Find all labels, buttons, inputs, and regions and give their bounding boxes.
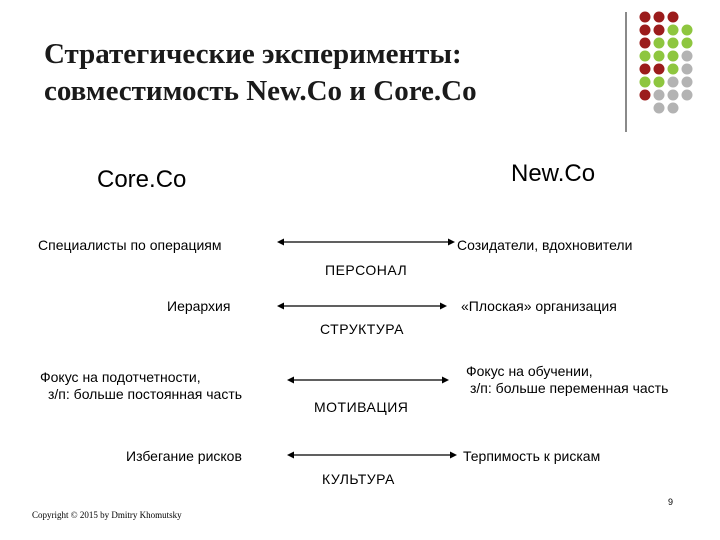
dot — [654, 12, 665, 23]
dot — [640, 25, 651, 36]
column-heading-coreco: Core.Co — [97, 166, 187, 193]
column-heading-newco: New.Co — [511, 160, 596, 187]
row-personnel-left: Специалисты по операциям — [38, 237, 222, 253]
dot — [640, 51, 651, 62]
double-arrow-motivation — [287, 375, 449, 385]
dot — [654, 38, 665, 49]
dot — [682, 64, 693, 75]
copyright-footer: Copyright © 2015 by Dmitry Khomutsky — [32, 510, 182, 520]
dot — [654, 25, 665, 36]
dot — [668, 51, 679, 62]
dot — [654, 103, 665, 114]
title-line-2: совместимость New.Co и Core.Co — [44, 75, 477, 107]
category-structure: СТРУКТУРА — [320, 321, 404, 337]
dot — [682, 90, 693, 101]
category-culture: КУЛЬТУРА — [322, 471, 395, 487]
dot — [668, 25, 679, 36]
row-structure-left: Иерархия — [167, 298, 231, 314]
dot — [682, 38, 693, 49]
row-structure-right: «Плоская» организация — [461, 298, 617, 314]
dot — [640, 38, 651, 49]
row-motivation-right-line2: з/п: больше переменная часть — [470, 380, 669, 396]
row-motivation-left-line1: Фокус на подотчетности, — [40, 369, 201, 385]
dot — [668, 103, 679, 114]
dot — [654, 77, 665, 88]
dot — [668, 90, 679, 101]
category-personnel: ПЕРСОНАЛ — [325, 262, 408, 278]
dot — [654, 90, 665, 101]
category-motivation: МОТИВАЦИЯ — [314, 399, 409, 415]
dot — [640, 90, 651, 101]
row-motivation-right-line1: Фокус на обучении, — [466, 363, 593, 379]
title-line-1: Стратегические эксперименты: — [44, 38, 462, 70]
dot — [668, 64, 679, 75]
dot — [682, 25, 693, 36]
decorative-dot-grid — [0, 0, 720, 140]
dot — [668, 77, 679, 88]
dot — [668, 38, 679, 49]
row-culture-right: Терпимость к рискам — [463, 448, 601, 464]
dot — [654, 64, 665, 75]
double-arrow-personnel — [277, 237, 455, 247]
dot — [640, 64, 651, 75]
dot — [668, 12, 679, 23]
dot — [682, 51, 693, 62]
dot — [640, 12, 651, 23]
row-personnel-right: Созидатели, вдохновители — [457, 237, 633, 253]
double-arrow-structure — [277, 301, 447, 311]
dot — [682, 77, 693, 88]
row-motivation-left-line2: з/п: больше постоянная часть — [48, 386, 243, 402]
page-number: 9 — [668, 497, 674, 507]
row-culture-left: Избегание рисков — [126, 448, 242, 464]
double-arrow-culture — [287, 450, 457, 460]
dot — [654, 51, 665, 62]
dot — [640, 77, 651, 88]
